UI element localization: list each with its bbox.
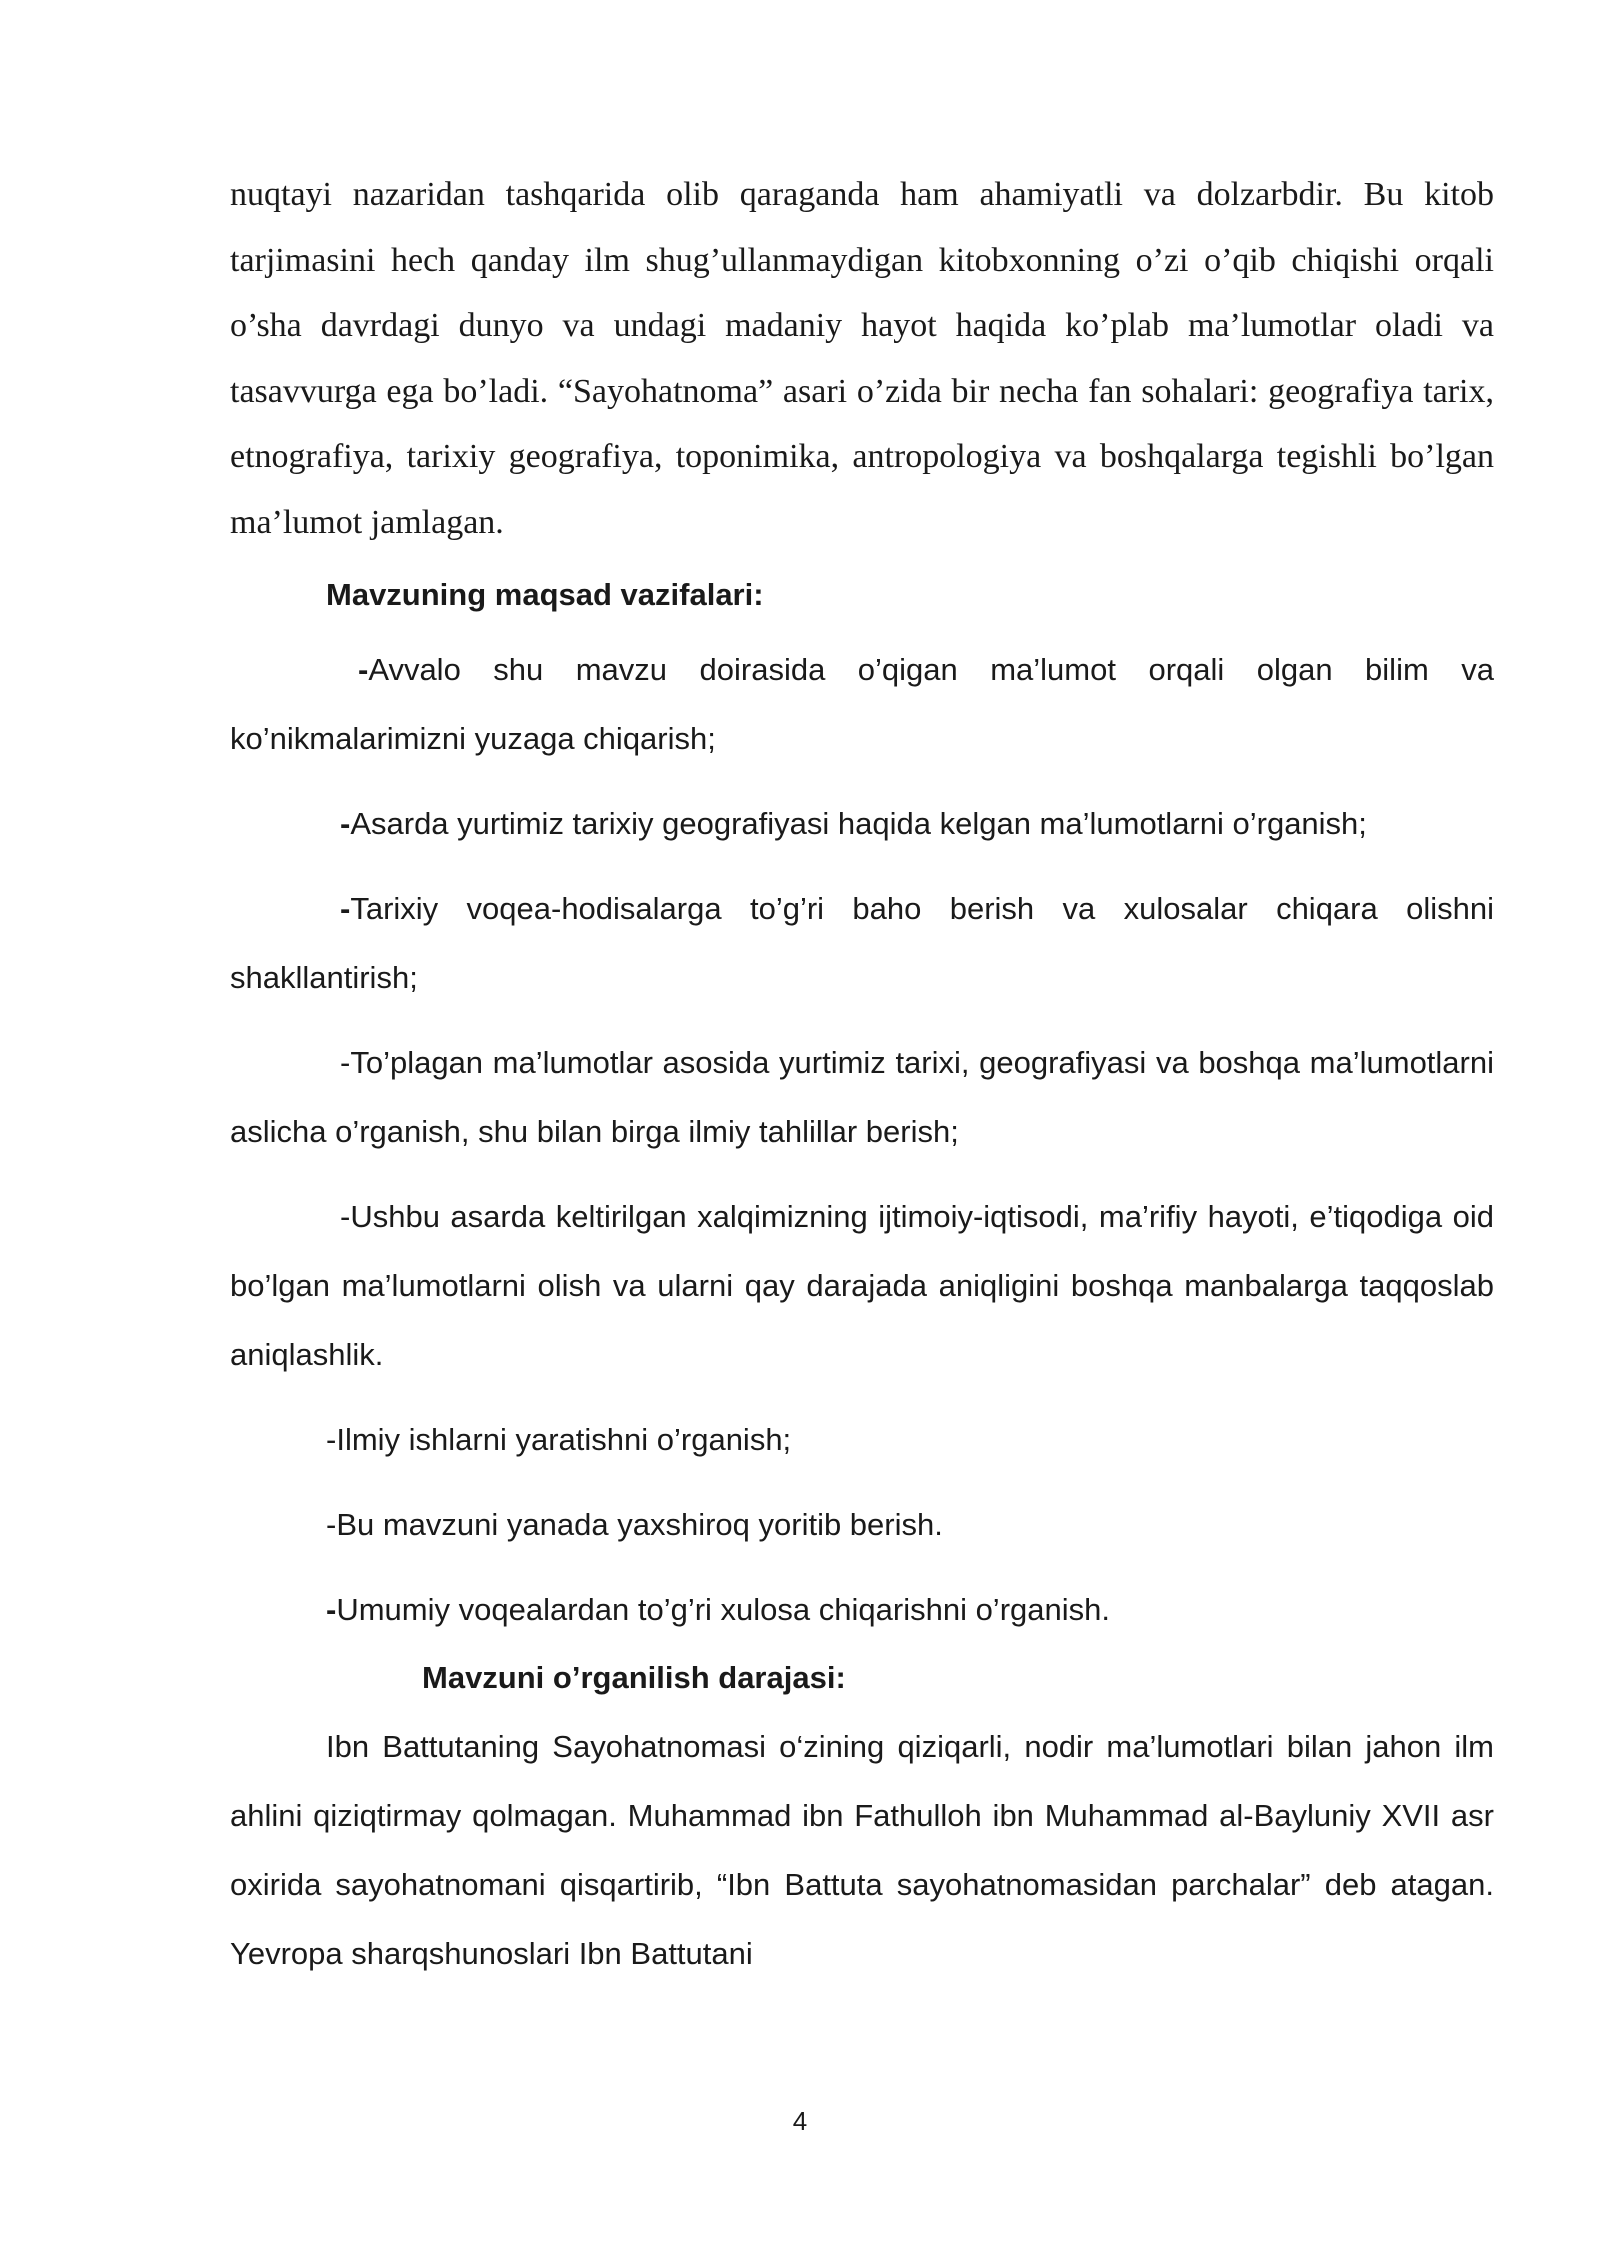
study-heading: Mavzuni o’rganilish darajasi: — [422, 1660, 846, 1695]
goals-list — [230, 635, 1494, 1644]
goal-text: Avvalo shu mavzu doirasida o’qigan ma’lumot orqali olgan bilim va ko’nikmalarimizni yuzaga chiqarish; — [230, 652, 1494, 756]
goal-text: Ushbu asarda keltirilgan xalqimizning ijtimoiy-iqtisodi, ma’rifiy hayoti, e’tiqodiga oid bo’lgan ma’lumotlarni olish va ularni qay darajada aniqligini boshqa manbalarga taqqoslab aniqlashlik. — [230, 1199, 1494, 1372]
study-paragraph: Ibn Battutaning Sayohatnomasi o‘zining qiziqarli, nodir ma’lumotlari bilan jahon ilm ahlini qiziqtirmay qolmagan. Muhammad ibn Fathulloh ibn Muhammad al-Bayluniy XVII asr oxirida sayohatnomani qisqartirib, “Ibn Battuta sayohatnomasidan parchalar” deb atagan. Yevropa sharqshunoslari Ibn Battutani — [230, 1729, 1494, 1971]
goal-dash: - — [358, 652, 369, 687]
goal-dash: - — [340, 806, 351, 841]
goal-text: Ilmiy ishlarni yaratishni o’rganish; — [336, 1422, 792, 1457]
goal-dash: - — [340, 891, 351, 926]
goal-item — [230, 1182, 1494, 1389]
goal-text: To’plagan ma’lumotlar asosida yurtimiz tarixi, geografiyasi va boshqa ma’lumotlarni aslicha o’rganish, shu bilan birga ilmiy tahlillar berish; — [230, 1045, 1494, 1149]
goal-text: Asarda yurtimiz tarixiy geografiyasi haqida kelgan ma’lumotlarni o’rganish; — [350, 806, 1367, 841]
goal-dash: - — [326, 1507, 337, 1542]
intro-paragraph: nuqtayi nazaridan tashqarida olib qaraganda ham ahamiyatli va dolzarbdir. Bu kitob tarjimasini hech qanday ilm shug’ullanmaydigan kitobxonning o’zi o’qib chiqishi orqali o’sha davrdagi dunyo va undagi madaniy hayot haqida ko’plab ma’lumotlar oladi va tasavvurga ega bo’ladi. “Sayohatnoma” asari o’zida bir necha fan sohalari: geografiya tarix, etnografiya, tarixiy geografiya, toponimika, antropologiya va boshqalarga tegishli bo’lgan ma’lumot jamlagan. — [230, 176, 1494, 541]
goal-dash: - — [340, 1199, 351, 1234]
page-number: 4 — [792, 2106, 808, 2136]
goal-item — [230, 1028, 1494, 1166]
goal-dash: - — [340, 1045, 351, 1080]
goal-item — [230, 1490, 1494, 1559]
goal-dash: - — [326, 1592, 337, 1627]
goal-dash: - — [326, 1422, 337, 1457]
goal-text: Bu mavzuni yanada yaxshiroq yoritib berish. — [336, 1507, 943, 1542]
document-page — [230, 162, 1494, 1988]
goal-text: Tarixiy voqea-hodisalarga to’g’ri baho berish va xulosalar chiqara olishni shakllantirish; — [230, 891, 1494, 995]
goal-text: Umumiy voqealardan to’g’ri xulosa chiqarishni o’rganish. — [336, 1592, 1110, 1627]
goal-item — [230, 789, 1494, 858]
goals-heading: Mavzuning maqsad vazifalari: — [326, 577, 764, 612]
goal-item — [230, 874, 1494, 1012]
goal-item — [230, 1575, 1494, 1644]
goal-item — [230, 635, 1494, 773]
goal-item — [230, 1405, 1494, 1474]
